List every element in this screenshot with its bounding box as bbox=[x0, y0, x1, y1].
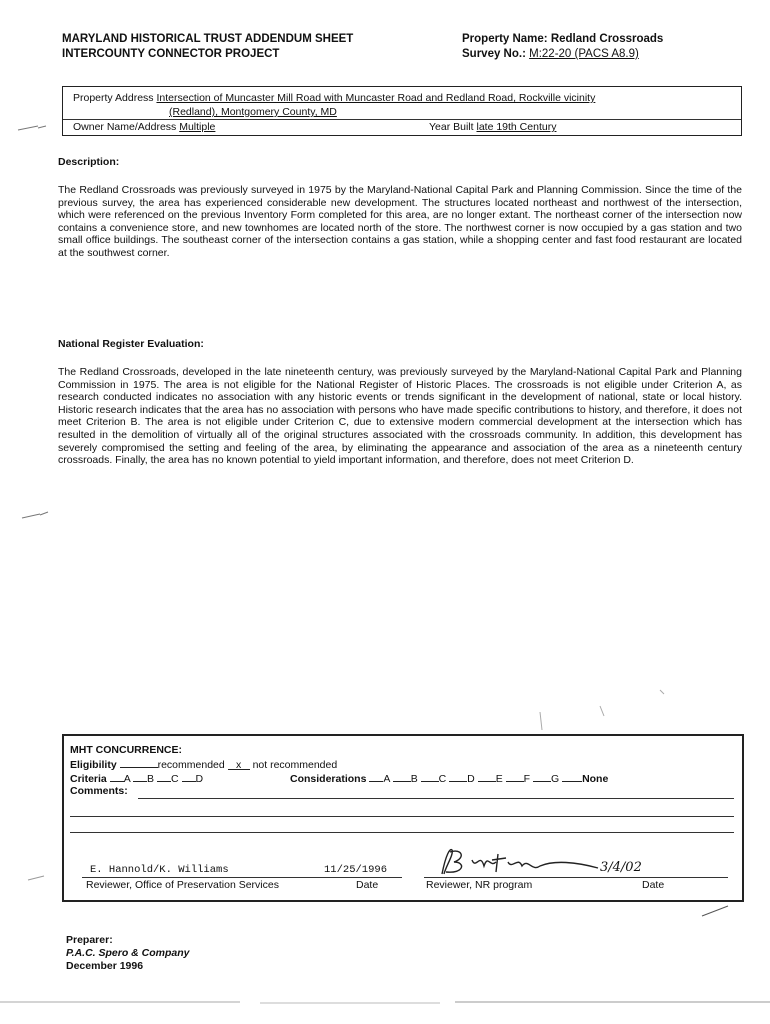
none-label: None bbox=[582, 773, 609, 785]
consideration-f: F bbox=[523, 773, 531, 785]
comments-label: Comments: bbox=[70, 785, 128, 797]
property-name: Property Name: Redland Crossroads bbox=[462, 33, 664, 45]
preparer-date: December 1996 bbox=[66, 960, 144, 972]
consideration-b: B bbox=[410, 773, 418, 785]
survey-value: M:22-20 (PACS A8.9) bbox=[529, 48, 639, 60]
address-label: Property Address bbox=[73, 92, 154, 104]
criteria-label: Criteria bbox=[70, 773, 107, 785]
criteria-a: A bbox=[123, 773, 131, 785]
concurrence-title: MHT CONCURRENCE: bbox=[70, 744, 182, 756]
criteria-d: D bbox=[195, 773, 204, 785]
owner-label: Owner Name/Address bbox=[73, 121, 177, 133]
reviewer1-date-label: Date bbox=[356, 879, 379, 891]
year-label: Year Built bbox=[429, 121, 474, 133]
trust-title: MARYLAND HISTORICAL TRUST ADDENDUM SHEET bbox=[62, 33, 354, 45]
consideration-d: D bbox=[467, 773, 475, 785]
description-heading: Description: bbox=[58, 156, 120, 168]
consideration-g: G bbox=[550, 773, 560, 785]
survey-label: Survey No.: bbox=[462, 48, 526, 60]
preparer-name: P.A.C. Spero & Company bbox=[66, 947, 190, 959]
not-recommended-label: not recommended bbox=[252, 759, 338, 771]
reviewer2-date-label: Date bbox=[642, 879, 665, 891]
reviewer2-date: 3/4/02 bbox=[600, 860, 642, 875]
owner-value: Multiple bbox=[179, 121, 216, 133]
reviewer1-label: Reviewer, Office of Preservation Services bbox=[86, 879, 279, 891]
eligibility-label: Eligibility bbox=[70, 759, 117, 771]
evaluation-text: The Redland Crossroads, developed in the late nineteenth century, was previously surveyed by the Maryland-National Capital Park and Planning Commission in 1975. The area is not eligible for the National Register of Historic Places. The crossroads is not eligible under Criterion A, as research conducted indicates no association with any historic events or trends significant in the development of national, state or local history. Historic research indicates that the area has no association with persons who have made specific contributions to history, and therefore, it does not meet Criterion B. The area is not eligible under Criterion C, due to extensive modern commercial development at the intersection which has resulted in the demolition of virtually all of the original structures associated with the crossroads community. In addition, this development has severely compromised the setting and feeling of the area, by eliminating the appearance and association of the area as a nineteenth century crossroads. Finally, the area has no known potential to yield important information, and therefore, does not meet Criterion D. bbox=[58, 366, 742, 467]
preparer-label: Preparer: bbox=[66, 934, 113, 946]
evaluation-heading: National Register Evaluation: bbox=[58, 338, 204, 350]
criteria-b: B bbox=[147, 773, 155, 785]
consideration-a: A bbox=[383, 773, 390, 785]
recommended-label: recommended bbox=[157, 759, 225, 771]
project-title: INTERCOUNTY CONNECTOR PROJECT bbox=[62, 48, 280, 60]
criteria-c: C bbox=[170, 773, 179, 785]
considerations-label: Considerations bbox=[290, 773, 367, 785]
year-value: late 19th Century bbox=[476, 121, 557, 133]
address-line2: (Redland), Montgomery County, MD bbox=[169, 106, 337, 118]
consideration-e: E bbox=[495, 773, 503, 785]
reviewer2-label: Reviewer, NR program bbox=[426, 879, 533, 891]
reviewer1-name: E. Hannold/K. Williams bbox=[90, 864, 229, 876]
description-text: The Redland Crossroads was previously surveyed in 1975 by the Maryland-National Capital Park and Planning Commission. Since the time of the previous survey, the area has experienced considerable new development. The structures located northeast and northwest of the intersection, which were referenced on the previous Inventory Form completed for this area, are no longer extant. The northeast corner of the intersection now contains a convenience store, and new townhomes are located north of the store. The northwest corner is now occupied by a gas station and two small office buildings. The southeast corner of the intersection contains a gas station, while a shopping center and fast food restaurant are located at the southwest corner. bbox=[58, 184, 742, 259]
reviewer1-date: 11/25/1996 bbox=[324, 864, 388, 876]
not-recommended-mark: x bbox=[228, 759, 250, 770]
consideration-c: C bbox=[438, 773, 447, 785]
address-line1: Intersection of Muncaster Mill Road with Muncaster Road and Redland Road, Rockville vicinity bbox=[156, 92, 596, 104]
